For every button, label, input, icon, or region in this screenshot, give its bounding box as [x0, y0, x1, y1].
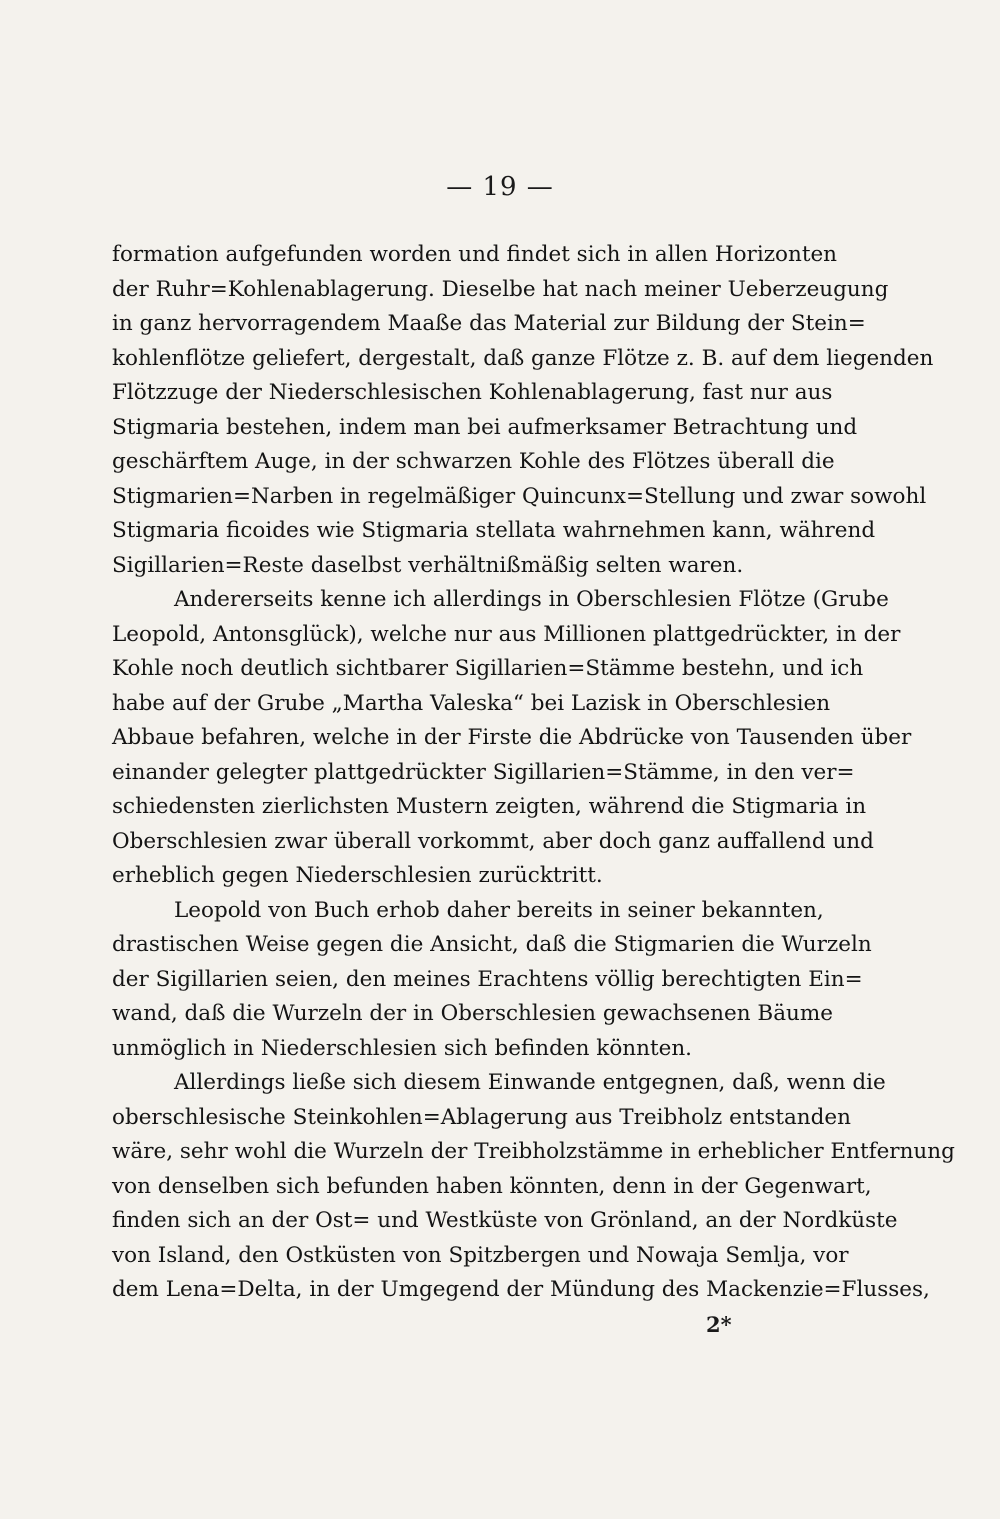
text-line: Flötzzuge der Niederschlesischen Kohlenablagerung, fast nur aus [112, 380, 833, 405]
text-line: Stigmaria ficoides wie Stigmaria stellata wahrnehmen kann, während [112, 518, 876, 543]
text-line: wand, daß die Wurzeln der in Oberschlesien gewachsenen Bäume [112, 1001, 833, 1026]
text-line: dem Lena=Delta, in der Umgegend der Mündung des Mackenzie=Flusses, [112, 1277, 930, 1302]
text-line: Stigmarien=Narben in regelmäßiger Quincunx=Stellung und zwar sowohl [112, 483, 927, 509]
text-line: geschärftem Auge, in der schwarzen Kohle des Flötzes überall die [112, 449, 835, 474]
text-line: der Ruhr=Kohlenablagerung. Dieselbe hat nach meiner Ueberzeugung [112, 276, 889, 302]
text-line: formation aufgefunden worden und findet sich in allen Horizonten [112, 242, 838, 267]
text-line: einander gelegter plattgedrückter Sigillarien=Stämme, in den ver= [112, 759, 855, 785]
text-line: schiedensten zierlichsten Mustern zeigten, während die Stigmaria in [112, 794, 867, 819]
page-number-header: — 19 — [446, 172, 554, 202]
text-line: der Sigillarien seien, den meines Erachtens völlig berechtigten Ein= [112, 966, 863, 992]
text-line: Abbaue befahren, welche in der Firste die Abdrücke von Tausenden über [112, 725, 912, 750]
text-line: drastischen Weise gegen die Ansicht, daß die Stigmarien die Wurzeln [112, 932, 872, 957]
text-line: habe auf der Grube „Martha Valeska“ bei Lazisk in Oberschlesien [112, 690, 831, 716]
body-text [112, 238, 955, 1308]
paragraph-start-line: Andererseits kenne ich allerdings in Oberschlesien Flötze (Grube [174, 587, 889, 612]
text-line: in ganz hervorragendem Maaße das Material zur Bildung der Stein= [112, 311, 866, 336]
text-line: oberschlesische Steinkohlen=Ablagerung aus Treibholz entstanden [112, 1104, 851, 1130]
paragraph-start-line: Leopold von Buch erhob daher bereits in seiner bekannten, [174, 897, 824, 923]
signature-mark: 2* [706, 1312, 732, 1337]
text-line: Stigmaria bestehen, indem man bei aufmerksamer Betrachtung und [112, 414, 858, 440]
text-line: finden sich an der Ost= und Westküste von Grönland, an der Nordküste [112, 1208, 898, 1233]
text-line: von denselben sich befunden haben könnten, denn in der Gegenwart, [112, 1173, 872, 1199]
text-line: Kohle noch deutlich sichtbarer Sigillarien=Stämme bestehn, und ich [112, 656, 864, 681]
text-line: Oberschlesien zwar überall vorkommt, aber doch ganz auffallend und [112, 828, 874, 854]
text-line: wäre, sehr wohl die Wurzeln der Treibholzstämme in erheblicher Entfernung [112, 1139, 955, 1164]
text-line: kohlenflötze geliefert, dergestalt, daß ganze Flötze z. B. auf dem liegenden [112, 345, 934, 371]
text-line: unmöglich in Niederschlesien sich befinden könnten. [112, 1035, 693, 1061]
text-line: erheblich gegen Niederschlesien zurücktritt. [112, 863, 603, 888]
text-line: Leopold, Antonsglück), welche nur aus Millionen plattgedrückter, in der [112, 621, 901, 647]
text-line: von Island, den Ostküsten von Spitzbergen und Nowaja Semlja, vor [112, 1242, 849, 1268]
paragraph-start-line: Allerdings ließe sich diesem Einwande entgegnen, daß, wenn die [174, 1070, 886, 1095]
text-line: Sigillarien=Reste daselbst verhältnißmäßig selten waren. [112, 552, 744, 578]
